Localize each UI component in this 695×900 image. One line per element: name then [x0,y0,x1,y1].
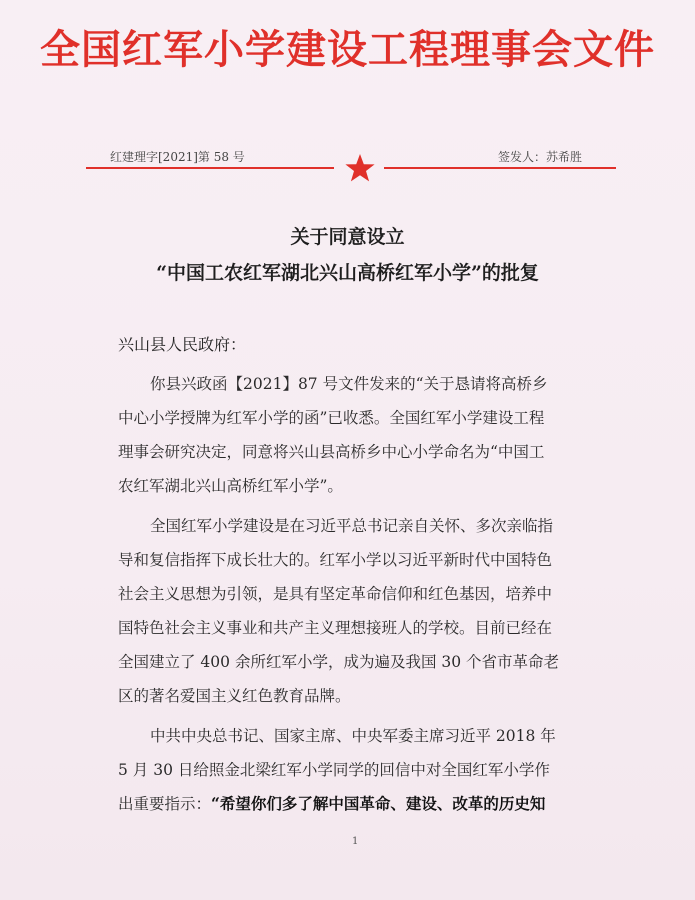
page-number: 1 [352,836,359,847]
paragraph-3-last-bold: “希望你们多了解中国革命、建设、改革的历史知 [211,794,546,813]
document-header-title: 全国红军小学建设工程理事会文件 [40,26,655,73]
paragraph-3-last-line [118,792,545,814]
document-signer: 签发人：苏希胜 [498,150,583,164]
paragraph-2-line: 区的著名爱国主义红色教育品牌。 [118,687,351,705]
paragraph-3-line: 中共中央总书记、国家主席、中央军委主席习近平 2018 年 [150,727,556,745]
document-number: 红建理字[2021]第 58 号 [110,150,245,164]
paragraph-3-line: 5 月 30 日给照金北梁红军小学同学的回信中对全国红军小学作 [118,761,550,779]
paragraph-1-line: 理事会研究决定，同意将兴山县高桥乡中心小学命名为“中国工 [118,443,545,461]
red-star-icon [344,152,376,184]
paragraph-2-line: 国特色社会主义事业和共产主义理想接班人的学校。目前已经在 [118,619,553,637]
paragraph-2-line: 社会主义思想为引领，是具有坚定革命信仰和红色基因，培养中 [118,585,553,603]
paragraph-3-last-plain: 出重要指示： [118,795,212,813]
salutation: 兴山县人民政府： [118,335,247,354]
header-divider-right [384,167,616,169]
subject-line-1: 关于同意设立 [290,226,405,248]
paragraph-1-line: 农红军湖北兴山高桥红军小学”。 [118,477,343,495]
header-divider-left [86,167,334,169]
paragraph-2-line: 全国建立了 400 余所红军小学，成为遍及我国 30 个省市革命老 [118,653,560,671]
subject-line-2: “中国工农红军湖北兴山高桥红军小学”的批复 [156,262,539,284]
paragraph-2-line: 全国红军小学建设是在习近平总书记亲自关怀、多次亲临指 [150,517,554,535]
paragraph-2-line: 导和复信指挥下成长壮大的。红军小学以习近平新时代中国特色 [118,551,553,569]
paragraph-1-line: 中心小学授牌为红军小学的函”已收悉。全国红军小学建设工程 [118,409,545,427]
paragraph-1-line: 你县兴政函【2021】87 号文件发来的“关于恳请将高桥乡 [150,375,548,393]
